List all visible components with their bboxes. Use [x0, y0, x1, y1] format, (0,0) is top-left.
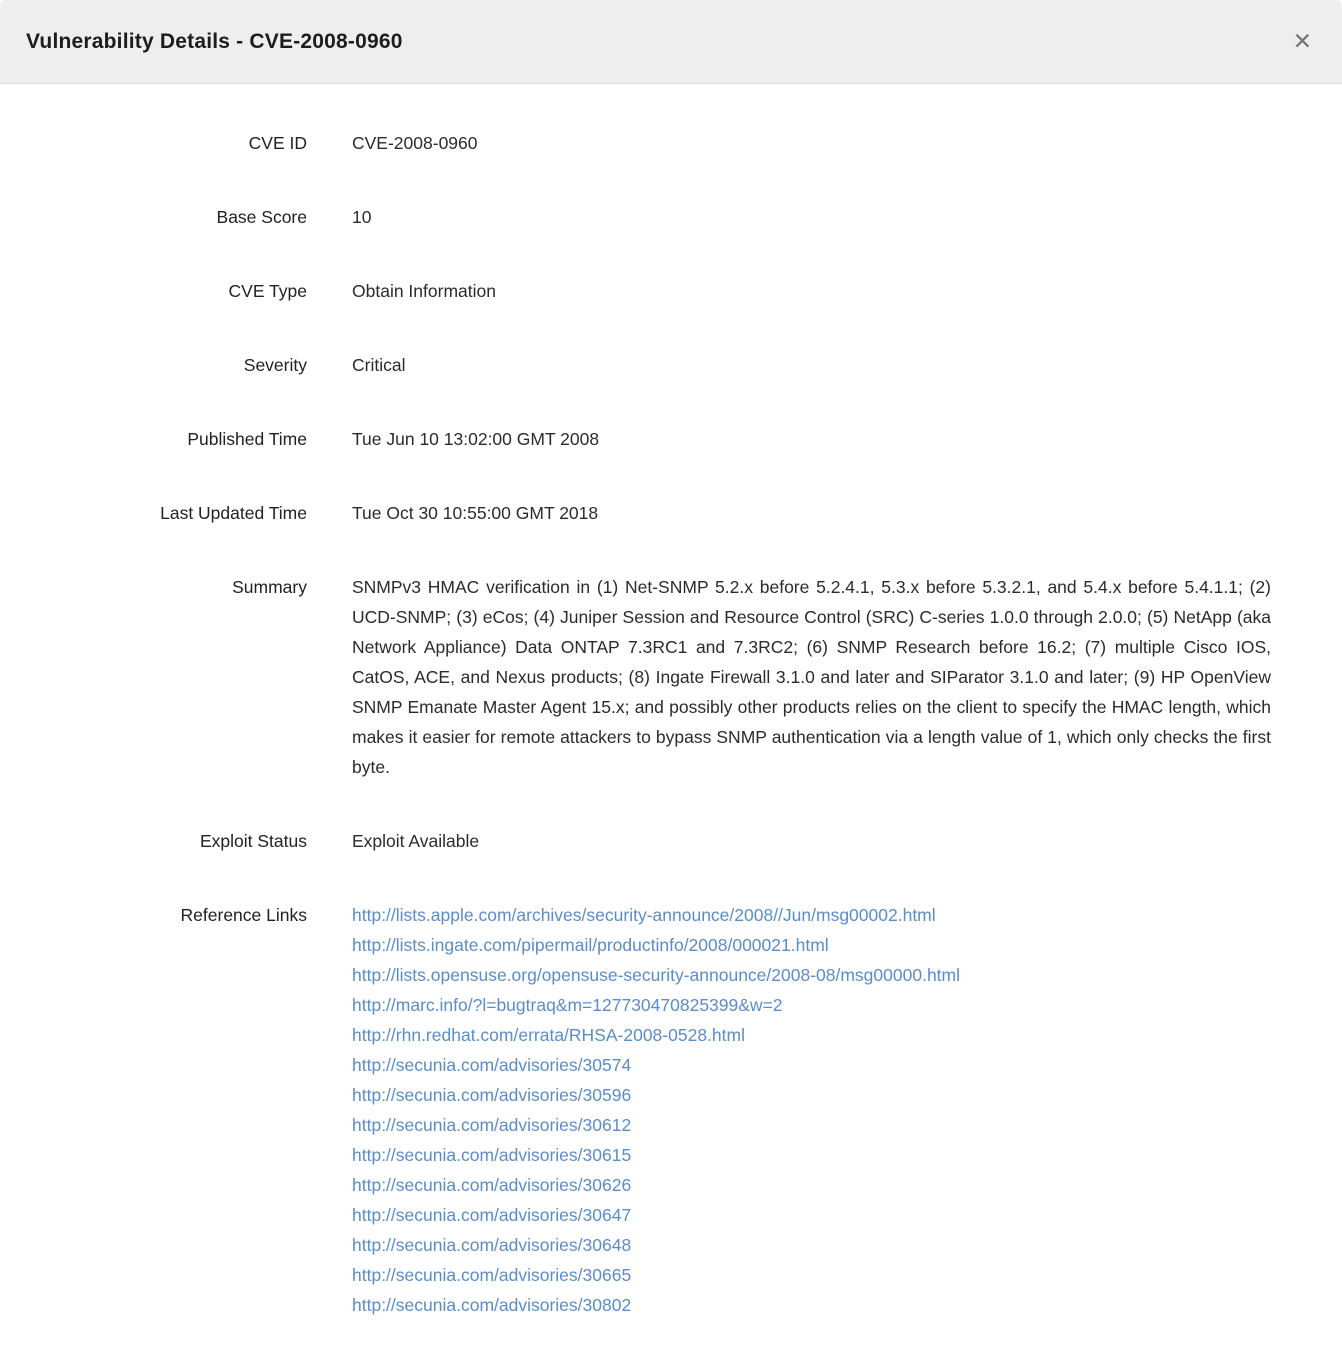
reference-link[interactable]: http://secunia.com/advisories/30626 — [352, 1175, 632, 1195]
close-icon[interactable]: ✕ — [1292, 28, 1312, 54]
reference-link[interactable]: http://secunia.com/advisories/30596 — [352, 1085, 632, 1105]
summary-value: SNMPv3 HMAC verification in (1) Net-SNMP 5.2.x before 5.2.4.1, 5.3.x before 5.3.2.1, and 5.4.x before 5.4.1.1; (2) UCD-SNMP; (3) eCos; (4) Juniper Session and Resource Control (SRC) C-series 1.0.0 through 2.0.0; (5) NetApp (aka Network Appliance) Data ONTAP 7.3RC1 and 7.3RC2; (6) SNMP Research before 16.2; (7) multiple Cisco IOS, CatOS, ACE, and Nexus products; (8) Ingate Firewall 3.1.0 and later and SIParator 3.1.0 and later; (9) HP OpenView SNMP Emanate Master Agent 15.x; and possibly other products relies on the client to specify the HMAC length, which makes it easier for remote attackers to bypass SNMP authentication via a length value of 1, which only checks the first byte. — [352, 577, 1271, 777]
published-time-label: Published Time — [187, 429, 307, 449]
reference-links-label: Reference Links — [180, 905, 307, 925]
reference-link[interactable]: http://secunia.com/advisories/30612 — [352, 1115, 632, 1135]
last-updated-time-label: Last Updated Time — [160, 503, 307, 523]
base-score-value: 10 — [352, 207, 372, 227]
severity-value: Critical — [352, 355, 406, 375]
severity-label: Severity — [243, 355, 307, 375]
reference-link[interactable]: http://lists.apple.com/archives/security-announce/2008//Jun/msg00002.html — [352, 905, 936, 925]
reference-link[interactable]: http://rhn.redhat.com/errata/RHSA-2008-0528.html — [352, 1025, 745, 1045]
reference-link[interactable]: http://secunia.com/advisories/30615 — [352, 1145, 632, 1165]
exploit-status-label: Exploit Status — [200, 831, 307, 851]
cve-type-label: CVE Type — [228, 281, 307, 301]
cve-id-value: CVE-2008-0960 — [352, 133, 478, 153]
cve-id-label: CVE ID — [248, 133, 307, 153]
exploit-status-value: Exploit Available — [352, 831, 480, 851]
reference-link[interactable]: http://secunia.com/advisories/30647 — [352, 1205, 632, 1225]
reference-link[interactable]: http://lists.ingate.com/pipermail/productinfo/2008/000021.html — [352, 935, 829, 955]
published-time-value: Tue Jun 10 13:02:00 GMT 2008 — [352, 429, 600, 449]
last-updated-time-value: Tue Oct 30 10:55:00 GMT 2018 — [352, 503, 599, 523]
reference-link[interactable]: http://secunia.com/advisories/30648 — [352, 1235, 632, 1255]
modal-body — [0, 84, 1342, 1320]
reference-links-list — [352, 900, 1271, 1320]
base-score-label: Base Score — [216, 207, 307, 227]
reference-link[interactable]: http://secunia.com/advisories/30574 — [352, 1055, 632, 1075]
reference-link[interactable]: http://secunia.com/advisories/30802 — [352, 1295, 632, 1315]
reference-link[interactable]: http://marc.info/?l=bugtraq&m=127730470825399&w=2 — [352, 995, 783, 1015]
reference-link[interactable]: http://secunia.com/advisories/30665 — [352, 1265, 632, 1285]
modal-header — [0, 0, 1342, 84]
summary-label: Summary — [232, 577, 307, 597]
modal-title: Vulnerability Details - CVE-2008-0960 — [26, 29, 403, 53]
cve-type-value: Obtain Information — [352, 281, 496, 301]
reference-link[interactable]: http://lists.opensuse.org/opensuse-security-announce/2008-08/msg00000.html — [352, 965, 961, 985]
